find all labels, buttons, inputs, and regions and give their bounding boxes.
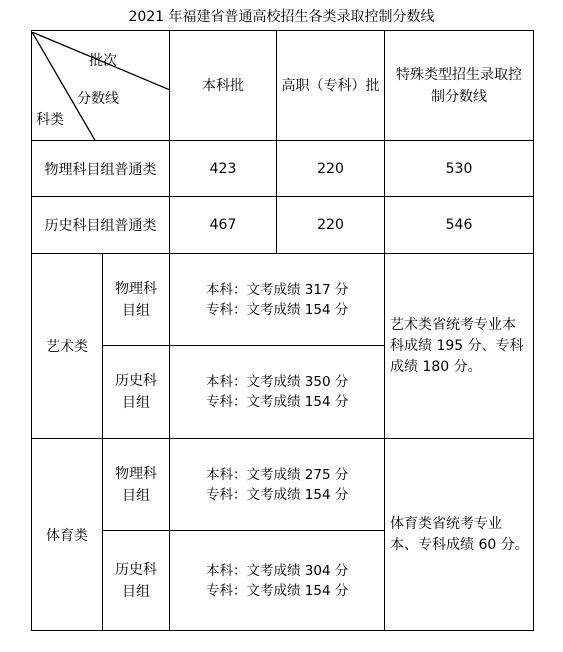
sports-history-scores (170, 531, 385, 631)
row-label-history: 历史科目组普通类 (32, 197, 170, 254)
col-header-undergrad: 本科批 (170, 31, 277, 141)
table-row (32, 439, 534, 531)
diag-score-label: 分数线 (77, 90, 119, 107)
arts-history-undergrad: 本科：文考成绩 350 分 (206, 374, 349, 390)
table-row (32, 197, 534, 254)
physics-vocational-score: 220 (277, 141, 385, 197)
history-undergrad-score: 467 (170, 197, 277, 254)
arts-history-label: 历史科目组 (103, 346, 170, 439)
sports-physics-undergrad: 本科：文考成绩 275 分 (206, 466, 349, 483)
row-label-physics: 物理科目组普通类 (32, 141, 170, 197)
arts-physics-vocational: 专科：文考成绩 154 分 (206, 301, 349, 318)
arts-physics-label: 物理科目组 (103, 254, 170, 346)
arts-history-vocational: 专科：文考成绩 154 分 (206, 394, 349, 410)
sports-history-vocational: 专科：文考成绩 154 分 (206, 582, 349, 599)
table-row (32, 254, 534, 346)
sports-history-undergrad: 本科：文考成绩 304 分 (206, 562, 349, 579)
table-row (32, 141, 534, 197)
physics-undergrad-score: 423 (170, 141, 277, 197)
arts-physics-undergrad: 本科：文考成绩 317 分 (206, 281, 349, 298)
arts-note: 艺术类省统考专业本科成绩 195 分、专科成绩 180 分。 (385, 254, 534, 439)
diagonal-header-cell (32, 31, 170, 141)
arts-physics-scores (170, 254, 385, 346)
sports-history-label: 历史科目组 (103, 531, 170, 631)
arts-history-scores (170, 346, 385, 439)
diag-batch-label: 批次 (89, 52, 117, 69)
physics-special-score: 530 (385, 141, 534, 197)
sports-physics-label: 物理科目组 (103, 439, 170, 531)
history-special-score: 546 (385, 197, 534, 254)
sports-category-label: 体育类 (32, 439, 103, 631)
sports-physics-scores (170, 439, 385, 531)
diag-subject-label: 科类 (36, 111, 64, 128)
col-header-special: 特殊类型招生录取控制分数线 (385, 31, 534, 141)
sports-physics-vocational: 专科：文考成绩 154 分 (206, 486, 349, 503)
page-title: 2021 年福建省普通高校招生各类录取控制分数线 (128, 9, 435, 25)
sports-note: 体育类省统考专业本、专科成绩 60 分。 (385, 439, 534, 631)
score-table (31, 30, 534, 631)
history-vocational-score: 220 (277, 197, 385, 254)
arts-category-label: 艺术类 (32, 254, 103, 439)
col-header-vocational: 高职（专科）批 (277, 31, 385, 141)
